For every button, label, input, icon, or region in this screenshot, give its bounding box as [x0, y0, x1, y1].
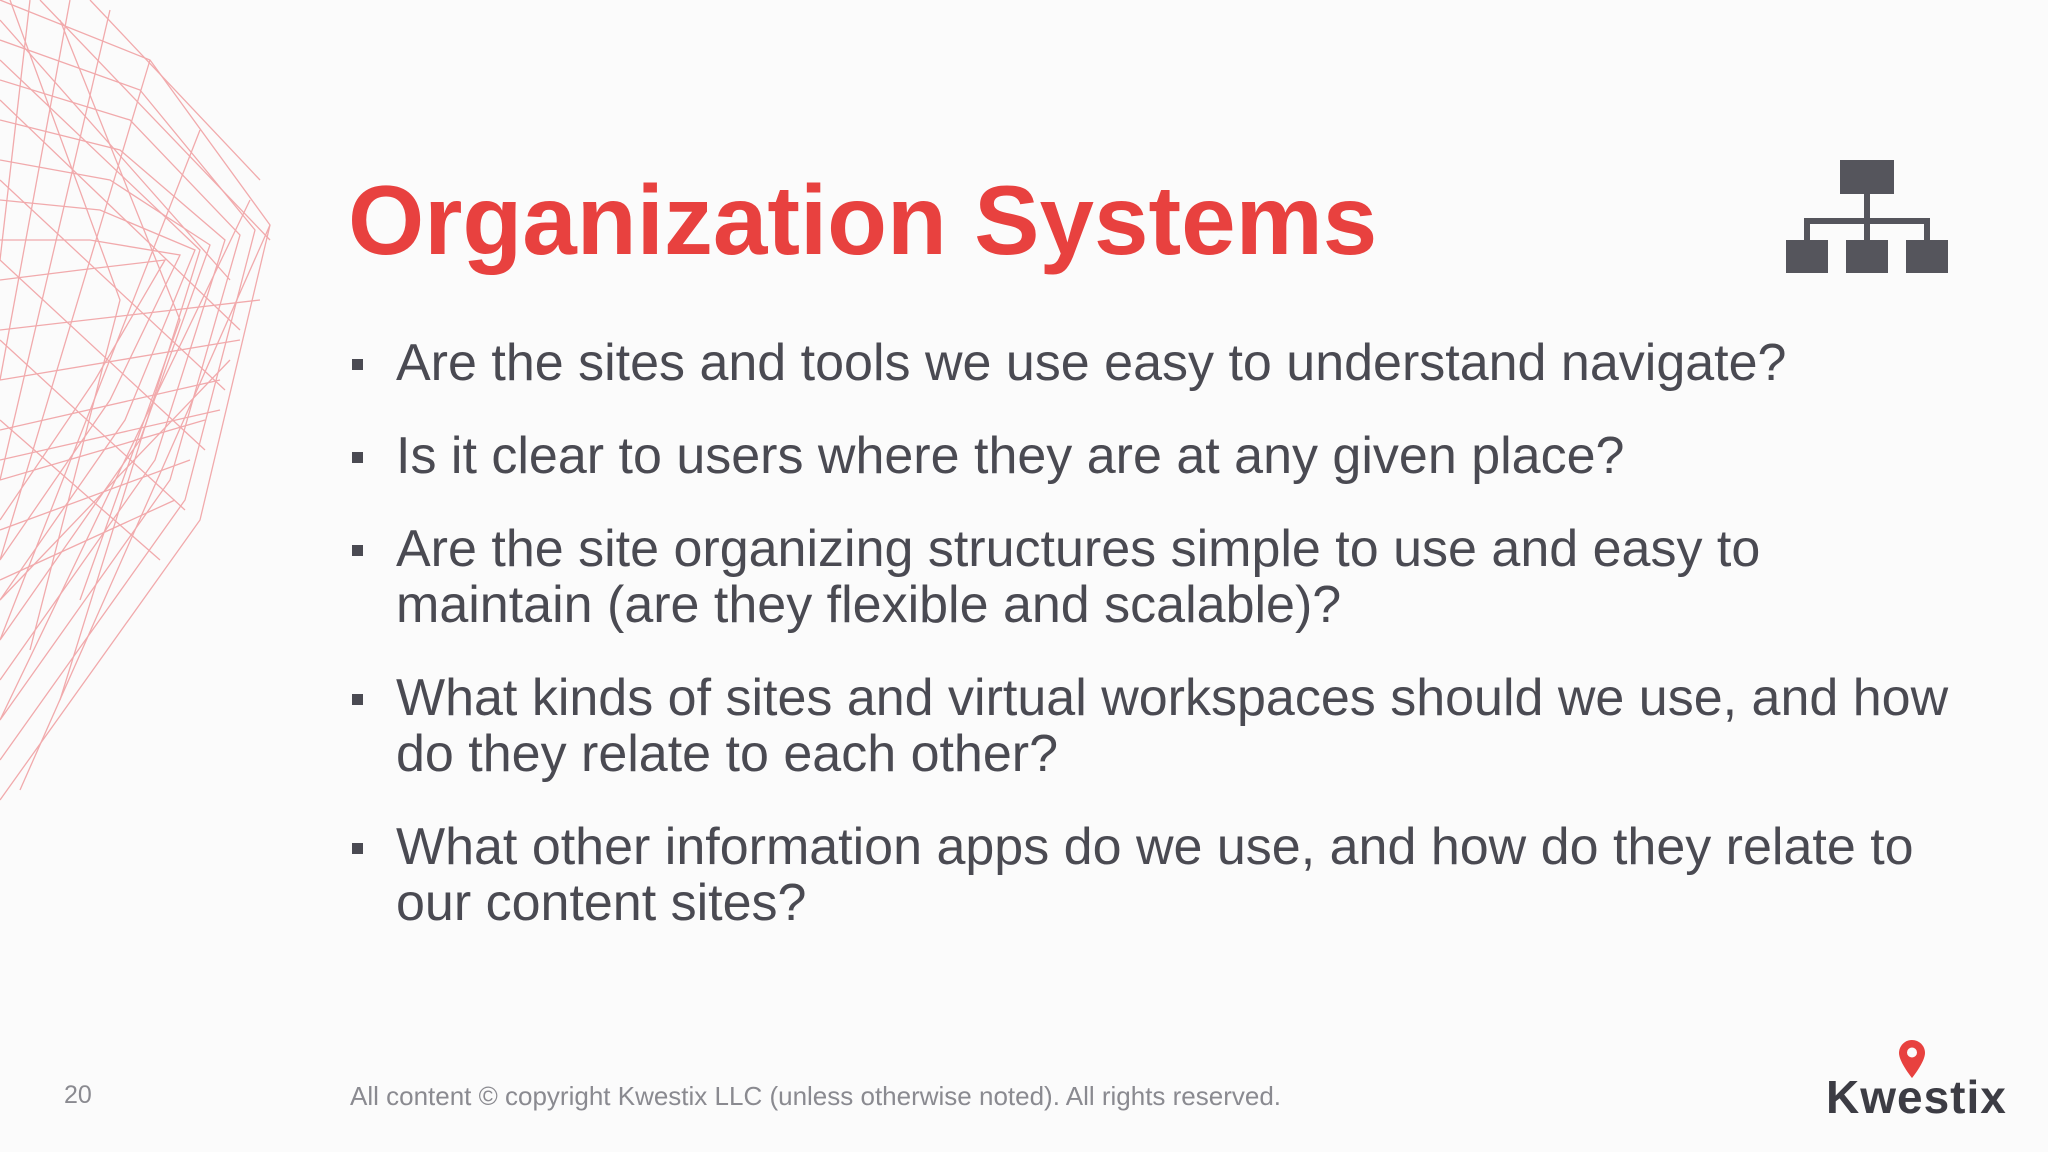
brand-name: Kwestix	[1826, 1071, 2007, 1123]
bullet-item	[350, 428, 1970, 484]
wireframe-decoration	[0, 0, 300, 820]
slide-title: Organization Systems	[348, 165, 1378, 275]
bullet-marker	[352, 545, 363, 556]
bullet-marker	[352, 843, 363, 854]
bullet-item	[350, 819, 1970, 931]
bullet-marker	[352, 359, 363, 370]
bullet-item	[350, 335, 1970, 391]
bullet-text: Is it clear to users where they are at any given place?	[396, 427, 1625, 485]
bullet-list	[350, 335, 1970, 968]
bullet-text: Are the sites and tools we use easy to understand navigate?	[396, 334, 1787, 392]
bullet-item	[350, 521, 1970, 633]
bullet-marker	[352, 694, 363, 705]
bullet-item	[350, 670, 1970, 782]
page-number: 20	[64, 1081, 92, 1109]
bullet-marker	[352, 452, 363, 463]
org-chart-icon	[1786, 160, 1948, 273]
bullet-text: What other information apps do we use, and how do they relate to our content sites?	[396, 818, 1914, 932]
brand-logo	[1826, 1040, 2007, 1123]
bullet-text: What kinds of sites and virtual workspaces should we use, and how do they relate to each other?	[396, 669, 1949, 783]
bullet-text: Are the site organizing structures simple to use and easy to maintain (are they flexible and scalable)?	[396, 520, 1761, 634]
copyright-notice: All content © copyright Kwestix LLC (unless otherwise noted). All rights reserved.	[350, 1081, 1282, 1111]
